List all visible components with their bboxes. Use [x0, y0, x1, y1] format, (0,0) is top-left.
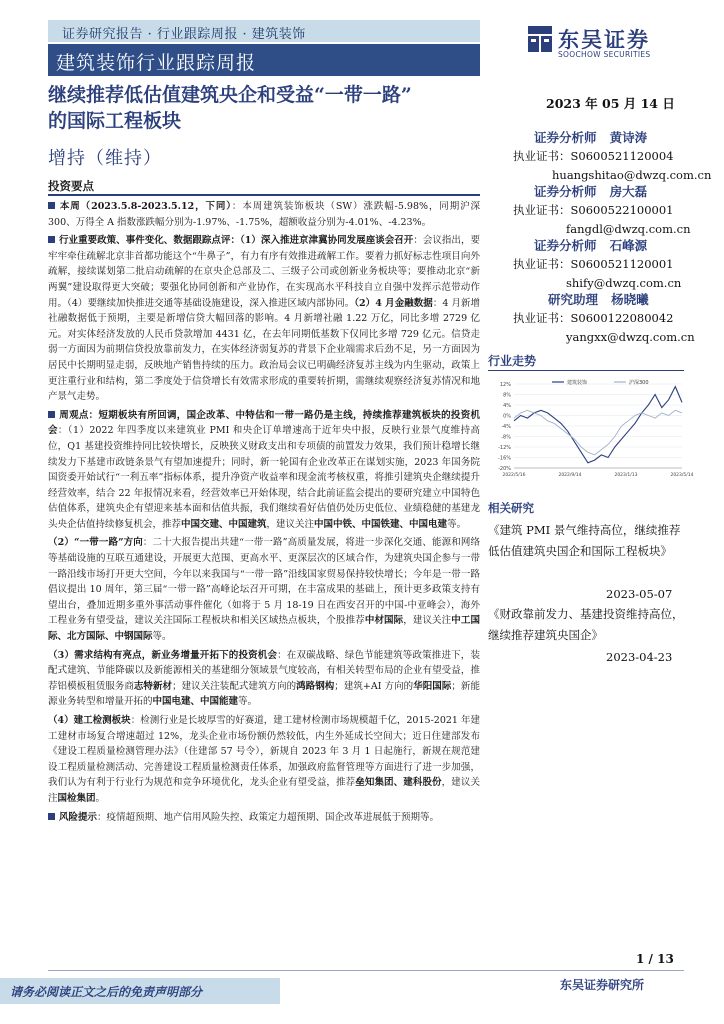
- point-demand-mid: ；建议关注装配式建筑方向的: [172, 680, 297, 692]
- series-line-1: [514, 387, 682, 463]
- point-view-watch: 中国中铁、中国铁建、中国电建: [314, 518, 448, 530]
- related-item-1-date: 2023-05-07: [606, 587, 673, 601]
- points-heading: 投资要点: [48, 179, 94, 193]
- breadcrumb: 证券研究报告 · 行业跟踪周报 · 建筑装饰: [62, 27, 306, 42]
- chart-gridlines: [514, 384, 682, 468]
- analyst-3-name: 石峰源: [609, 238, 648, 253]
- point-demand-text: ：在双碳战略、绿色节能建筑等政策推进下，装配式建筑、节能降碳以及新能源相关的基建细分领域景气度较高，有相关转型布局的企业有望受益，推荐铝模板租赁服务商: [48, 649, 480, 692]
- trend-title: 行业走势: [488, 354, 537, 368]
- point-demand-end: 等。: [238, 696, 258, 708]
- related-item-2[interactable]: 《财政靠前发力、基建投资维持高位，继续推荐建筑央国企》: [488, 607, 684, 642]
- point-risk-label: 风险提示: [59, 811, 98, 823]
- analyst-2-cert: 执业证书：S0600522100001: [513, 203, 674, 217]
- point-view-label: 周观点：短期板块有所回调，国企改革、中特估和一带一路仍是主线，持续推荐建筑板块的投资机会: [48, 409, 480, 437]
- point-weekly-text: ：本周建筑装饰板块（SW）涨跌幅-5.98%，同期沪深 300、万得全 A 指数涨跌幅分别为-1.97%、-1.75%，超额收益分别为-4.01%、-4.23%。: [48, 201, 480, 228]
- footer-org: 东吴证券研究所: [560, 978, 645, 992]
- point-testing-picks: 垒知集团、建科股份: [355, 777, 442, 789]
- analyst-3-cert: 执业证书：S0600521120001: [513, 257, 674, 271]
- point-view-mid: ，建议关注: [266, 518, 315, 530]
- points-body: [48, 199, 480, 828]
- point-testing-label: （4）建工检测板块: [48, 715, 131, 726]
- point-belt-road-watch: 中工国际、北方国际、中钢国际: [48, 615, 480, 643]
- point-risk-text: ：疫情超预期、地产信用风险失控、政策定力超预期、国企改革进展低于预期等。: [97, 811, 440, 823]
- points-divider: [48, 194, 480, 196]
- legend-label: 建筑装饰: [567, 380, 588, 386]
- related-item-1[interactable]: 《建筑 PMI 景气维持高位，继续推荐低估值建筑央国企和国际工程板块》: [488, 523, 681, 558]
- point-testing: [48, 713, 480, 807]
- point-demand-pick-3: 华阳国际: [413, 680, 452, 692]
- report-title-line-2: 的国际工程板块: [48, 110, 182, 132]
- report-date: 2023 年 05 月 14 日: [546, 96, 675, 111]
- y-tick-label: 0%: [503, 413, 511, 420]
- analyst-1-title: [534, 128, 647, 146]
- brand-name: 东吴证券: [558, 28, 650, 52]
- point-belt-road-picks: 中材国际: [364, 615, 404, 627]
- analyst-4-name: 杨晓曦: [611, 292, 649, 307]
- chart-y-ticks: [498, 382, 511, 472]
- x-tick-label: 2023/5/14: [670, 473, 694, 478]
- point-demand-mid-2: ；建筑+AI 方向的: [334, 680, 414, 692]
- analyst-4-cert: 执业证书：S0600122080042: [513, 311, 674, 325]
- page-number: 1 / 13: [636, 952, 674, 966]
- related-title: 相关研究: [488, 501, 534, 515]
- analyst-4-role: 研究助理: [548, 292, 599, 307]
- report-type: 建筑装饰行业跟踪周报: [56, 52, 257, 74]
- y-tick-label: -16%: [498, 455, 511, 462]
- point-risk: [48, 810, 480, 826]
- analyst-2-email[interactable]: fangdl@dwzq.com.cn: [566, 222, 691, 236]
- analyst-1-email[interactable]: huangshitao@dwzq.com.cn: [552, 168, 712, 182]
- point-weekly: [48, 199, 480, 230]
- legend-label: 沪深300: [629, 380, 649, 386]
- point-belt-road-mid: ，建议关注: [403, 615, 452, 627]
- y-tick-label: -20%: [498, 466, 511, 472]
- rating: 增持（维持）: [48, 148, 162, 169]
- point-demand-pick-4: 中国电建、中国能建: [152, 696, 239, 708]
- point-belt-road-label: （2）“一带一路”方向: [48, 537, 143, 549]
- point-testing-end: 。: [95, 792, 106, 804]
- point-finance-text: ：4 月新增社融数据低于预期，主要是新增信贷大幅回落的影响。4 月新增社融 1.22 万亿，同比多增 2729 亿元。对实体经济发放的人民币贷款增加 4431 亿，在去年同期低基数下仅同比多增 729 亿元。信贷走弱一方面因为前期信贷投放靠前发力，在实体经济弱复苏的背景下企业端需求后劲不足，另一方面因为居民中长期明显走弱，反映地产销售持续的压力。政治局会议已明确经济复苏主线为内生驱动，政策上更注重行业和结构，第二季度处于信贷增长有效需求形成的重要转折期，需继续观察经济复苏情况和地产景气走势。: [48, 297, 480, 403]
- y-tick-label: 8%: [503, 392, 511, 399]
- analyst-2-name: 房大磊: [609, 184, 648, 199]
- point-demand-pick-2: 鸿路钢构: [296, 680, 335, 692]
- point-demand-pick-1: 志特新材: [133, 680, 173, 692]
- point-demand-label: （3）需求结构有亮点，新业务增量开拓下的投资机会: [48, 649, 278, 661]
- point-belt-road: [48, 535, 480, 644]
- analyst-2-role: 证券分析师: [534, 184, 597, 199]
- point-policy-label: 行业重要政策、事件变化、数据跟踪点评：（1）深入推进京津冀协同发展座谈会召开: [59, 235, 414, 247]
- report-type-bar: [48, 44, 480, 76]
- trend-chart: [490, 376, 694, 486]
- point-policy: [48, 233, 480, 405]
- y-tick-label: -8%: [501, 434, 511, 441]
- x-tick-label: 2023/1/13: [614, 473, 638, 478]
- x-tick-label: 2022/9/14: [558, 473, 582, 478]
- disclaimer-bar: [0, 978, 280, 1004]
- chart-series-group: [514, 387, 682, 463]
- point-belt-road-text: ：二十大报告提出共建“一带一路”高质量发展，将进一步深化交通、能源和网络等基础设施的互联互通建设，开展更大范围、更高水平、更深层次的区域合作，为建筑央国企参与一带一路沿线市场打开更大空间，今年以来我国与“一带一路”沿线国家贸易保持较快增长；今年是一带一路倡议提出 10 周年，第三届“一带一路”高峰论坛召开可期，在丰富成果的基础上，预计更多政策支持有望出台，叠加近期多重外事活动事件催化（如将于 5 月 18-19 日在西安召开的中国-中亚峰会），海外工程业务有望受益，建议关注国际工程板块和相关区域热点板块，个股推荐: [48, 537, 480, 627]
- point-demand-mid-3: ；新能源业务转型和增量开拓的: [48, 680, 480, 708]
- bullet-icon: [48, 236, 55, 243]
- analyst-4-title: [548, 290, 649, 308]
- bullet-icon: [48, 202, 55, 209]
- point-belt-road-end: 等。: [152, 631, 172, 643]
- point-finance-label: （2）4 月金融数据: [354, 297, 433, 309]
- point-view-end: 等。: [447, 518, 467, 530]
- disclaimer-text[interactable]: 请务必阅读正文之后的免责声明部分: [10, 985, 203, 999]
- chart-legend: [552, 379, 649, 386]
- x-tick-label: 2022/5/16: [502, 473, 526, 478]
- report-title: [48, 82, 488, 134]
- point-policy-text: ：会议指出，要牢牢牵住疏解北京非首都功能这个“牛鼻子”，有力有序有效推进疏解工作。要着力抓好标志性项目向外疏解，接续谋划第二批启动疏解的在京央企总部及二、三级子公司或创新业务板块等；要推动北京“新两翼”建设取得更大突破；要强化协同创新和产业协作，在实现高水平科技自立自强中发挥示范带动作用。（4）要继续加快推进交通等基础设施建设，深入推进区域内部协同。: [48, 235, 480, 309]
- analyst-1-cert: 执业证书：S0600521120004: [513, 149, 674, 163]
- y-tick-label: -12%: [498, 445, 511, 451]
- report-title-line-1: 继续推荐低估值建筑央企和受益“一带一路”: [48, 84, 412, 106]
- y-tick-label: -4%: [501, 424, 511, 430]
- brand-mark-icon: [526, 24, 554, 54]
- point-view: [48, 408, 480, 533]
- trend-divider: [488, 370, 684, 371]
- point-testing-watch: 国检集团: [57, 792, 96, 804]
- analyst-1-role: 证券分析师: [534, 130, 597, 145]
- point-testing-text: ：检测行业是长坡厚雪的好赛道，建工建材检测市场规模超千亿，2015-2021 年建工建材市场复合增速超过 12%，龙头企业市场份额仍然较低，内生外延成长空间大；近日住建部发布《建设工程质量检测管理办法》（住建部 57 号令），新规自 2023 年 3 月 1 日起施行，新规在规范建设工程质量检测活动、完善建设工程质量检测责任体系，加强政府监督管理等方面进行了进一步加强，我们认为有利于行业行为规范和竞争环境优化，龙头企业有望受益，推荐: [48, 715, 480, 789]
- analyst-4-email[interactable]: yangxx@dwzq.com.cn: [566, 330, 695, 344]
- analyst-3-email[interactable]: shify@dwzq.com.cn: [566, 276, 682, 290]
- point-view-text: ：（1）2022 年四季度以来建筑业 PMI 和央企订单增速高于近年央中报，反映行业景气度维持高位，Q1 基建投资维持同比较快增长，反映狭义财政支出和专项债的前置发力效果，我们预计稳增长继续发力下基建市政链条景气有望加速提升；同时，新一轮国有企业改革正在谋划实施，2023 年国务院国资委开始试行“一利五率”指标体系，提升净资产收益率和现金流考核权重，将推引建筑央企继续提升经营效率，结合 22 年报情况来看，经营效率已开始体现，结合此前证监会提出的要研究建立中国特色估值体系，建筑央企有望迎来基本面和估值共振，我们继续看好估值仍处历史低位、业绩稳健的基建龙头央企估值持续修复机会，推荐: [48, 425, 480, 530]
- footer-divider: [48, 970, 684, 971]
- brand-logo: [526, 24, 676, 64]
- point-view-picks: 中国交建、中国建筑: [181, 518, 267, 530]
- y-tick-label: 4%: [503, 403, 511, 409]
- analyst-1-name: 黄诗涛: [609, 130, 648, 145]
- point-demand: [48, 648, 480, 710]
- analyst-3-role: 证券分析师: [534, 238, 597, 253]
- related-item-2-date: 2023-04-23: [606, 650, 673, 664]
- analyst-2-title: [534, 182, 647, 200]
- bullet-icon: [48, 411, 55, 418]
- point-weekly-label: 本周（2023.5.8-2023.5.12，下同）: [59, 201, 232, 212]
- analyst-3-title: [534, 236, 647, 254]
- bullet-icon: [48, 813, 55, 820]
- breadcrumb-bar: [48, 20, 480, 42]
- brand-name-en: SOOCHOW SECURITIES: [558, 50, 651, 59]
- point-testing-mid: ，建议关注: [48, 777, 480, 804]
- series-line-2: [514, 410, 682, 455]
- chart-x-ticks: [502, 472, 693, 478]
- y-tick-label: 12%: [499, 382, 511, 388]
